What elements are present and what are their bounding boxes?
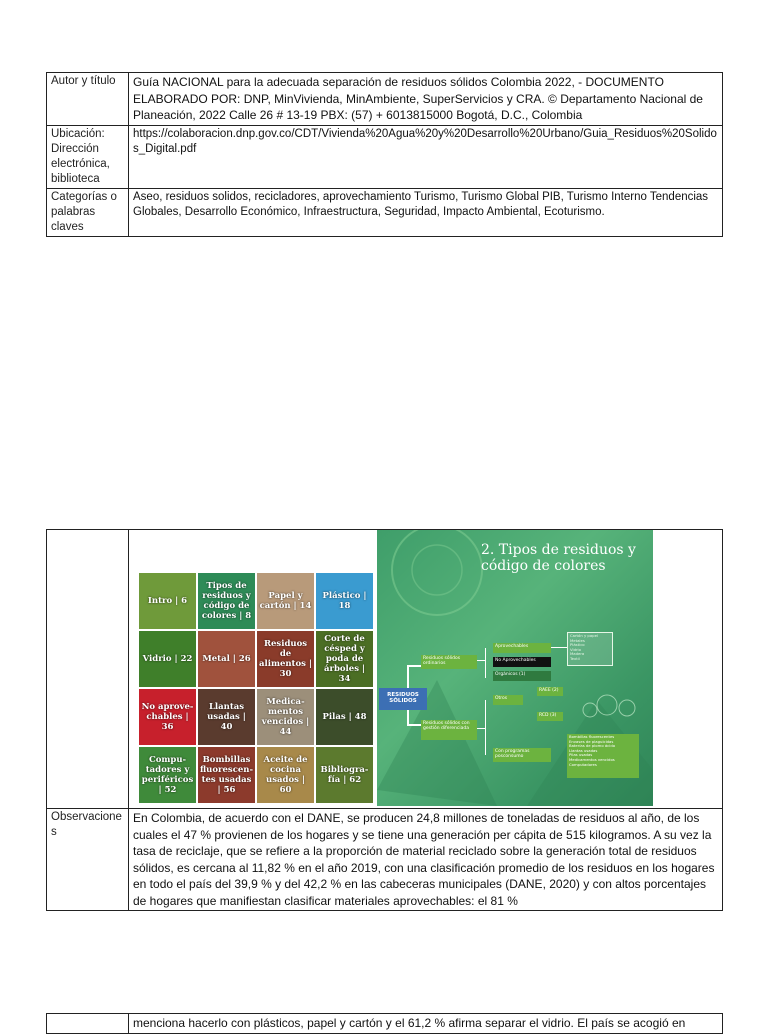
diferenciada-box: Residuos sólidos con gestión diferenciada — [421, 720, 477, 740]
list-item: Llantas usadas — [569, 747, 598, 753]
table-row — [47, 1014, 723, 1034]
row-label: Observaciones — [47, 809, 129, 911]
list-item: Medicamentos vencidos — [569, 756, 615, 762]
row-label: Ubicación: Dirección electrónica, biblioteca — [47, 125, 129, 188]
keywords-value: Aseo, residuos solidos, recicladores, aprovechamiento Turismo, Turismo Global PIB, Turismo Interno Tendencias Globales, Desarrollo Económico, Infraestructura, Seguridad, Impacto Ambiental, Ecoturismo. — [129, 188, 723, 236]
root-box: RESIDUOS SÓLIDOS — [379, 688, 427, 710]
list-item: Vidrio — [570, 646, 581, 652]
guide-image-cell — [129, 530, 723, 809]
raee-box: RAEE (2) — [537, 687, 563, 696]
empty-label-cell — [47, 1014, 129, 1034]
posconsumo-list — [569, 735, 637, 767]
aprovechables-box: Aprovechables — [493, 643, 551, 653]
image-observations-table — [46, 529, 723, 911]
observaciones-text: En Colombia, de acuerdo con el DANE, se producen 24,8 millones de toneladas de residuos al año, de los cuales el 47 % provienen de los hogares y se tiene una generación per cápita de 515 kilogramos. A su vez la tasa de reciclaje, que se refiere a la proporción de material reciclado sobre la generación total de residuos sólidos, es cercana al 11,82 % en el año 2019, con una clasificación promedio de los residuos en los hogares en todo el país del 39,9 % y del 42,2 % en las cabeceras municipales (DANE, 2020) y con altos porcentajes de hogares que manifiestan clasificar materiales aprovechables: el 81 % — [129, 809, 723, 911]
poster-title: 2. Tipos de residuos y código de colores — [481, 542, 636, 574]
contents-tile: No aprove-chables | 36 — [139, 689, 196, 745]
posconsumo-list-box — [567, 734, 639, 778]
contents-tile: Metal | 26 — [198, 631, 255, 687]
rcd-box: RCD (3) — [537, 712, 563, 721]
contents-tile: Medica-mentos vencidos | 44 — [257, 689, 314, 745]
continuation-text: menciona hacerlo con plásticos, papel y cartón y el 61,2 % afirma separar el vidrio. El país se acogió en — [129, 1014, 723, 1034]
empty-label-cell — [47, 530, 129, 809]
contents-grid — [139, 573, 373, 805]
no-aprovechables-box: No Aprovechables — [493, 657, 551, 667]
contents-tile: Bibliogra-fía | 62 — [316, 747, 373, 803]
ordinarios-box: Residuos sólidos ordinarios — [421, 655, 477, 669]
contents-tile: Corte de césped y poda de árboles | 34 — [316, 631, 373, 687]
list-item: Baterías de plomo ácido — [569, 743, 616, 749]
list-item: Pilas usadas — [569, 752, 593, 758]
list-item: Textil — [570, 655, 580, 661]
continuation-table — [46, 1013, 723, 1034]
posconsumo-box: Con programas posconsumo — [493, 748, 551, 762]
list-item: Envases de plaguicidas — [569, 738, 614, 744]
list-item: Bombillas fluorescentes — [569, 734, 615, 739]
row-label: Autor y título — [47, 73, 129, 126]
contents-tile: Tipos de residuos y código de colores | 8 — [198, 573, 255, 629]
contents-tile: Bombillas fluorescen-tes usadas | 56 — [198, 747, 255, 803]
contents-tile: Vidrio | 22 — [139, 631, 196, 687]
contents-tile: Compu-tadores y periféricos | 52 — [139, 747, 196, 803]
table-row — [47, 73, 723, 126]
author-title-value: Guía NACIONAL para la adecuada separación de residuos sólidos Colombia 2022, - DOCUMENTO ELABORADO POR: DNP, MinVivienda, MinAmbiente, SuperServicios y CRA. © Departamento Nacional de Planeación, 2022 Calle 26 # 13-19 PBX: (57) + 6013815000 Bogotá, D.C., Colombia — [129, 73, 723, 126]
list-item: Madera — [570, 651, 585, 657]
row-label: Categorías o palabras claves — [47, 188, 129, 236]
list-item: Cartón y papel — [570, 633, 598, 638]
contents-tile: Papel y cartón | 14 — [257, 573, 314, 629]
url-value[interactable]: https://colaboracion.dnp.gov.co/CDT/Vivienda%20Agua%20y%20Desarrollo%20Urbano/Guia_Residuos%20Solidos_Digital.pdf — [129, 125, 723, 188]
contents-tile: Pilas | 48 — [316, 689, 373, 745]
list-item: Plástico — [570, 642, 585, 648]
list-item: Metales — [570, 637, 585, 643]
color-code-poster — [377, 530, 653, 806]
contents-tile: Plástico | 18 — [316, 573, 373, 629]
contents-tile: Intro | 6 — [139, 573, 196, 629]
aprovechables-list-box — [567, 632, 613, 666]
aprovechables-list — [570, 634, 610, 662]
contents-tile: Aceite de cocina usados | 60 — [257, 747, 314, 803]
organicos-box: Orgánicos (1) — [493, 671, 551, 681]
contents-tile: Llantas usadas | 40 — [198, 689, 255, 745]
otros-box: Otros — [493, 695, 523, 705]
bibliographic-table — [46, 72, 723, 237]
contents-tile: Residuos de alimentos | 30 — [257, 631, 314, 687]
table-row — [47, 530, 723, 809]
table-row — [47, 125, 723, 188]
list-item: Computadores — [569, 761, 597, 767]
table-row — [47, 188, 723, 236]
table-row — [47, 809, 723, 911]
